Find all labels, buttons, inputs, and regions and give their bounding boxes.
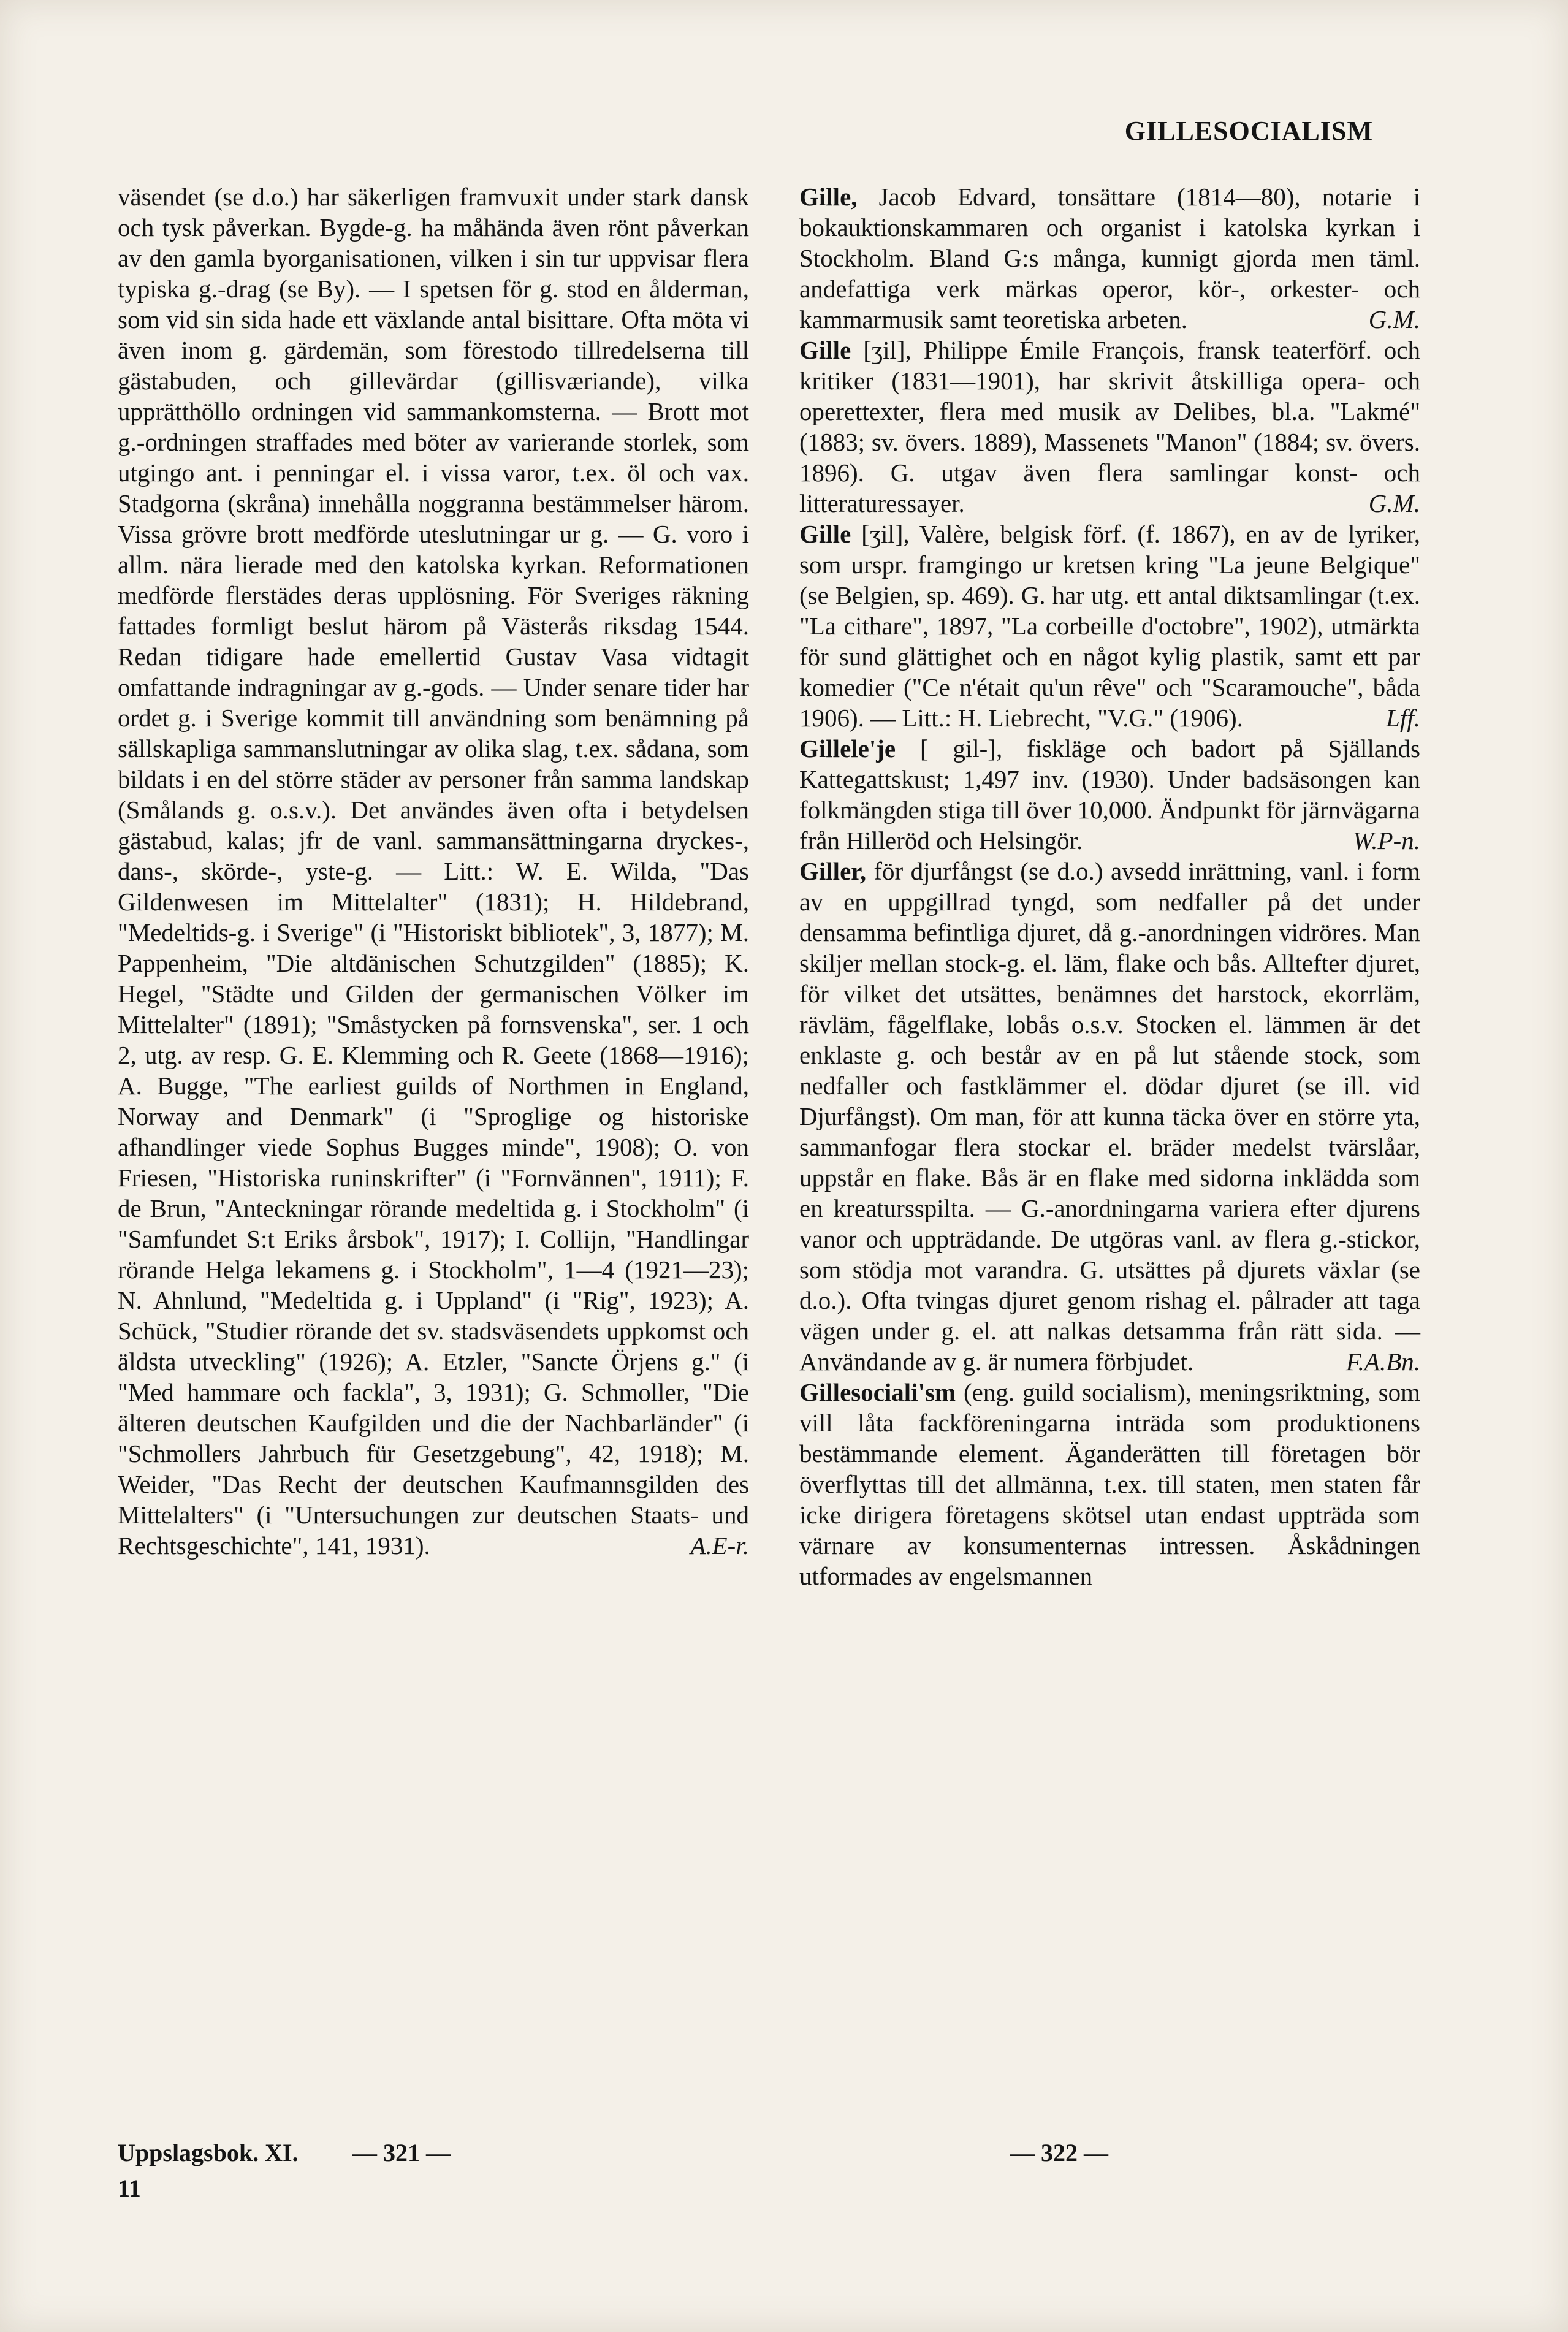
- left-column-body: väsendet (se d.o.) har säkerligen framvuxit under stark dansk och tysk påverkan. Bygde-g. ha måhända även rönt påverkan av den gamla byorganisationen, vilken i sin tur uppvisar flera typiska g.-drag (se By). — I spetsen för g. stod en ålderman, som vid sin sida hade ett växlande antal bisittare. Ofta möta vi även inom g. gärdemän, som förestodo tillredelserna till gästabuden, och gillevärdar (gillisværiande), vilka upprätthöllo ordningen vid sammankomsterna. — Brott mot g.-ordningen straffades med böter av varierande storlek, som utgingo ant. i penningar el. i vissa varor, t.ex. öl och vax. Stadgorna (skråna) innehålla noggranna bestämmelser härom. Vissa grövre brott medförde uteslutningar ur g. — G. voro i allm. nära lierade med den katolska kyrkan. Reformationen medförde flerstädes deras upplösning. För Sveriges räkning fattades formligt beslut härom på Västerås riksdag 1544. Redan tidigare hade emellertid Gustav Vasa vidtagit omfattande indragningar av g.-gods. — Under senare tider har ordet g. i Sverige kommit till användning som benämning på sällskapliga sammanslutningar av olika slag, t.ex. sådana, som bildats i en del större städer av personer från samma landskap (Smålands g. o.s.v.). Det användes även ofta i betydelsen gästabud, kalas; jfr de vanl. sammansättningarna dryckes-, dans-, skörde-, yste-g. — Litt.: W. E. Wilda, "Das Gildenwesen im Mittelalter" (1831); H. Hildebrand, "Medeltids-g. i Sverige" (i "Historiskt bibliotek", 3, 1877); M. Pappenheim, "Die altdänischen Schutzgilden" (1885); K. Hegel, "Städte und Gilden der germanischen Völker im Mittelalter" (1891); "Småstycken på fornsvenska", ser. 1 och 2, utg. av resp. G. E. Klemming och R. Geete (1868—1916); A. Bugge, "The earliest guilds of Northmen in England, Norway and Denmark" (i "Sproglige og historiske afhandlinger viede Sophus Bugges minde", 1908); O. von Friesen, "Historiska runinskrifter" (i "Fornvännen", 1911); F. de Brun, "Anteckningar rörande medeltida g. i Stockholm" (i "Samfundet S:t Eriks årsbok", 1917); I. Collijn, "Handlingar rörande Helga lekamens g. i Stockholm", 1—4 (1921—23); N. Ahnlund, "Medeltida g. i Uppland" (i "Rig", 1923); A. Schück, "Studier rörande det sv. stadsväsendets uppkomst och äldsta utveckling" (1926); A. Etzler, "Sancte Örjens g." (i "Med hammare och fackla", 3, 1931); G. Schmoller, "Die älteren deutschen Kaufgilden und die der Nachbarländer" (i "Schmollers Jahrbuch für Gesetzgebung", 42, 1918); M. Weider, "Das Recht der deutschen Kaufmannsgilden des Mittelalters" (i "Untersuchungen zur deutschen Staats- und Rechtsgeschichte", 141, 1931).: [118, 183, 749, 1560]
- entry-gille-jacob: [799, 181, 1420, 335]
- running-head: GILLESOCIALISM: [1124, 116, 1373, 146]
- entry-body: (eng. guild socialism), meningsriktning, som vill låta fackföreningarna inträda som produktionens bestämmande element. Äganderätten till företagen bör överflyttas till det allmänna, t.ex. till staten, men staten får icke dirigera företagens skötsel utan endast uppträda som värnare av konsumenternas intressen. Åskådningen utformades av engelsmannen: [799, 1378, 1420, 1590]
- entry-gillesocialism: [799, 1377, 1420, 1591]
- signature-mark: 11: [118, 2174, 141, 2202]
- entry-giller: [799, 856, 1420, 1377]
- entry-signature: W.P-n.: [1352, 826, 1420, 855]
- entry-signature: A.E-r.: [690, 1531, 749, 1560]
- left-page-number: — 321 —: [352, 2139, 451, 2166]
- entry-headword: Gille: [799, 336, 851, 364]
- entry-signature: G.M.: [1368, 305, 1420, 333]
- right-page-number: — 322 —: [1010, 2139, 1108, 2166]
- entry-headword: Gille,: [799, 183, 858, 211]
- left-column-text: [118, 181, 749, 1561]
- entry-body: [ gil-], fiskläge och badort på Själlands Kattegattskust; 1,497 inv. (1930). Under badsäsongen kan folkmängden stiga till över 10,000. Ändpunkt för järnvägarna från Hilleröd och Helsingör.: [799, 734, 1420, 855]
- entry-body: Jacob Edvard, tonsättare (1814—80), notarie i bokauktionskammaren och organist i katolska kyrkan i Stockholm. Bland G:s många, kunnigt gjorda men täml. andefattiga verk märkas operor, kör-, orkester- och kammarmusik samt teoretiska arbeten.: [799, 183, 1421, 333]
- entry-gille-valere: [799, 519, 1420, 733]
- right-column: [799, 181, 1420, 1591]
- entry-body: [ʒil], Valère, belgisk förf. (f. 1867), en av de lyriker, som urspr. framgingo ur kretsen kring "La jeune Belgique" (se Belgien, sp. 469). G. har utg. ett antal diktsamlingar (t.ex. "La cithare", 1897, "La corbeille d'octobre", 1902), utmärkta för sund glättighet och en något kylig plastik, samt ett par komedier ("Ce n'était qu'un rêve" och "Scaramouche", båda 1906). — Litt.: H. Liebrecht, "V.G." (1906).: [799, 520, 1421, 732]
- entry-gilleleje: [799, 733, 1420, 856]
- entry-signature: Lff.: [1386, 704, 1420, 732]
- entry-gille-philippe: [799, 335, 1420, 519]
- entry-headword: Giller,: [799, 857, 866, 885]
- entry-signature: G.M.: [1368, 489, 1420, 517]
- entry-headword: Gillele'je: [799, 734, 896, 763]
- volume-label: Uppslagsbok. XI.: [118, 2139, 299, 2166]
- entry-headword: Gille: [799, 520, 851, 548]
- entry-body: [ʒil], Philippe Émile François, fransk teaterförf. och kritiker (1831—1901), har skrivit åtskilliga opera- och operettexter, flera med musik av Delibes, bl.a. "Lakmé" (1883; sv. övers. 1889), Massenets "Manon" (1884; sv. övers. 1896). G. utgav även flera samlingar konst- och litteraturessayer.: [799, 336, 1420, 517]
- entry-signature: F.A.Bn.: [1345, 1347, 1420, 1376]
- left-column: [118, 181, 749, 1561]
- entry-body: för djurfångst (se d.o.) avsedd inrättning, vanl. i form av en uppgillrad tyngd, som nedfaller på det under densamma befintliga djuret, då g.-anordningen vidröres. Man skiljer mellan stock-g. el. läm, flake och bås. Alltefter djuret, för vilket det utsättes, benämnes det harstock, ekorrläm, rävläm, fågelflake, lobås o.s.v. Stocken el. lämmen är det enklaste g. och består av en på lut stående stock, som nedfaller och fastklämmer el. dödar djuret (se ill. vid Djurfångst). Om man, för att kunna täcka över en större yta, sammanfogar flera stockar el. bräder medelst tvärslåar, uppstår en flake. Bås är en flake med sidorna inklädda som en kreatursspilta. — G.-anordningarna variera efter djurens vanor och uppträdande. De utgöras vanl. av flera g.-stickor, som stödja mot varandra. G. utsättes på djurets växlar (se d.o.). Ofta tvingas djuret genom rishag el. pålrader att taga vägen under g. el. att nalkas detsamma från rätt sida. — Användande av g. är numera förbjudet.: [799, 857, 1421, 1376]
- entry-headword: Gillesociali'sm: [799, 1378, 956, 1406]
